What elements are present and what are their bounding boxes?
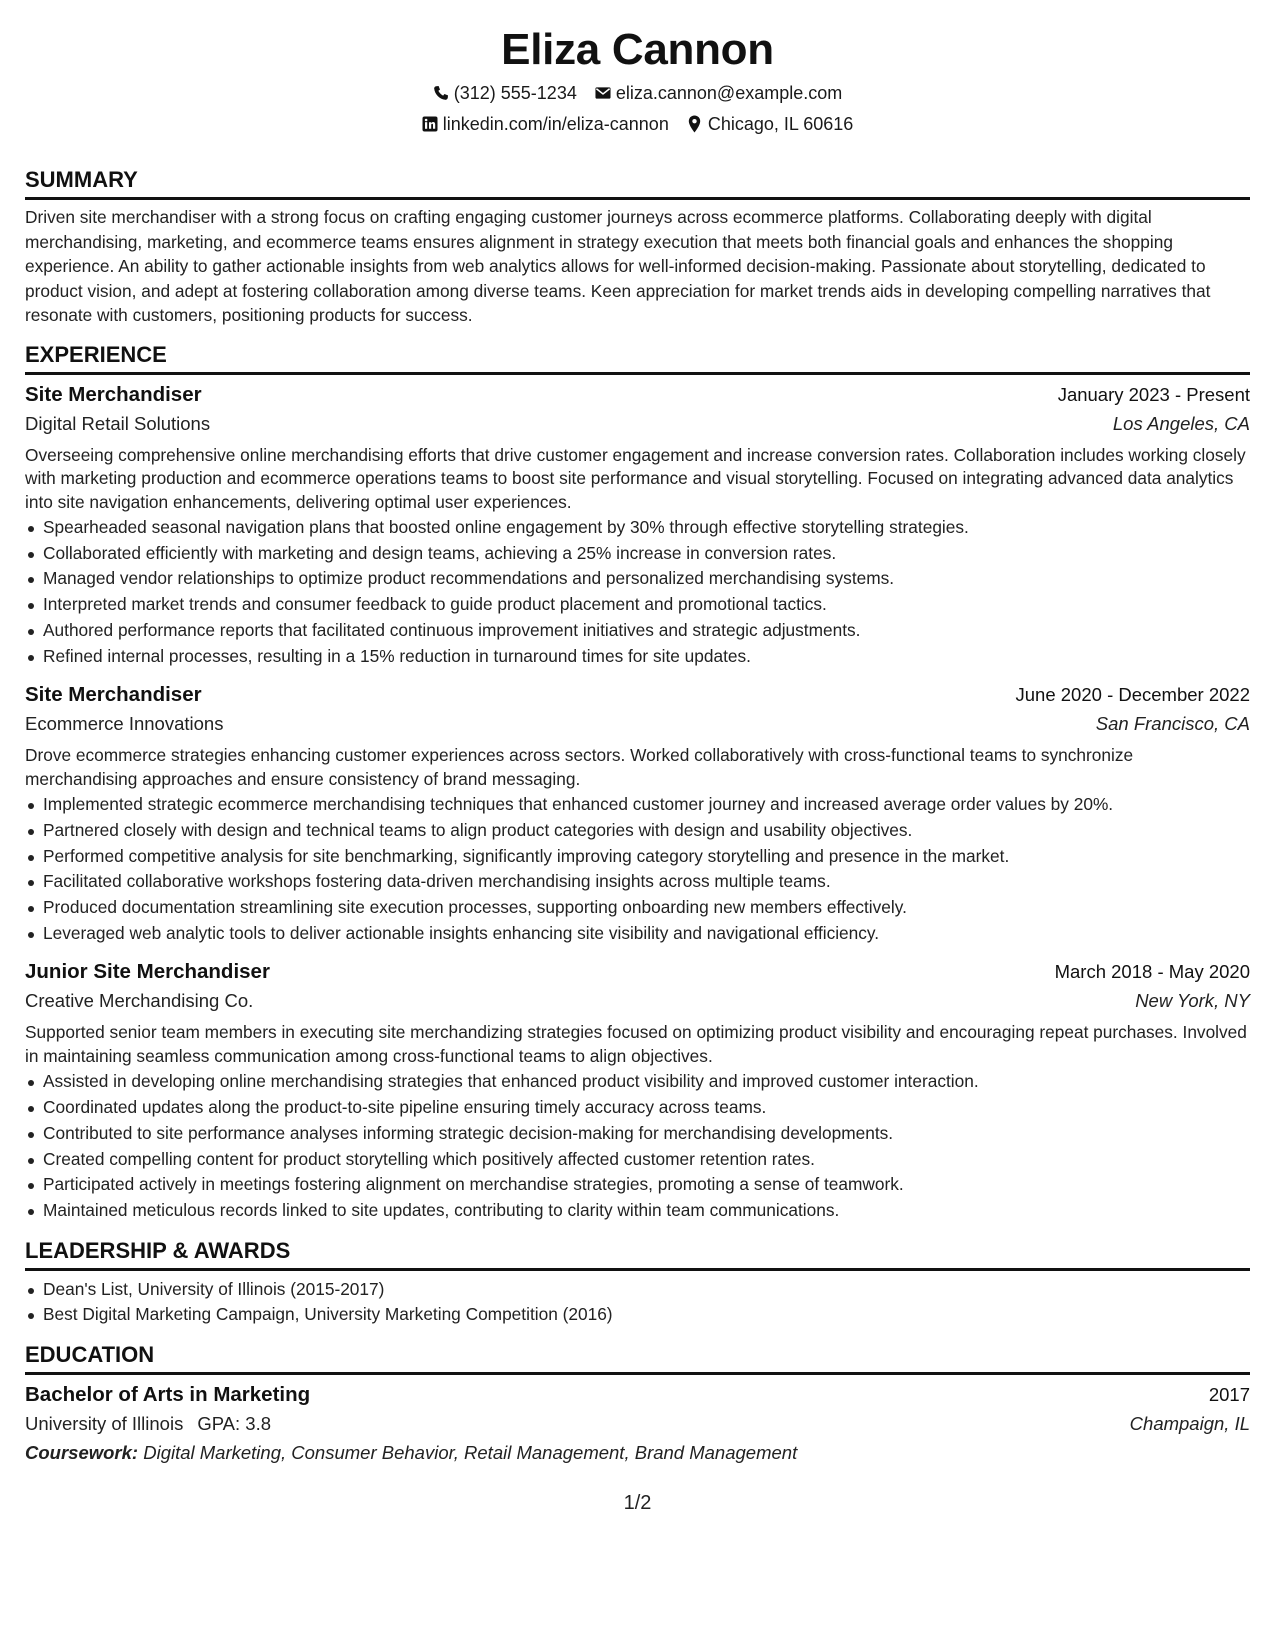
coursework-label: Coursework: bbox=[25, 1442, 139, 1464]
contact-row-primary bbox=[25, 82, 1250, 104]
section-title: EXPERIENCE bbox=[25, 342, 1250, 375]
location-text: Chicago, IL 60616 bbox=[707, 114, 854, 134]
awards-list bbox=[25, 1277, 1250, 1328]
job-description: Drove ecommerce strategies enhancing customer experiences across sectors. Worked collaboratively with cross-functional teams to synchronize merchandising approaches and ensure consistency of brand messaging. bbox=[25, 745, 1134, 789]
list-item: Facilitated collaborative workshops fostering data-driven merchandising insights across multiple teams. bbox=[25, 869, 1250, 895]
location-contact bbox=[687, 113, 853, 135]
job-header bbox=[25, 681, 1250, 709]
list-item: Assisted in developing online merchandising strategies that enhanced product visibility and improved customer interaction. bbox=[25, 1069, 1250, 1095]
contact-row-secondary bbox=[25, 113, 1250, 135]
job-header bbox=[25, 958, 1250, 986]
section-title: LEADERSHIP & AWARDS bbox=[25, 1238, 1250, 1271]
coursework bbox=[25, 1439, 1250, 1467]
phone-icon bbox=[433, 84, 449, 102]
job-bullets bbox=[25, 792, 1250, 946]
job-subheader bbox=[25, 409, 1250, 439]
list-item: Maintained meticulous records linked to site updates, contributing to clarity within team communications. bbox=[25, 1198, 1250, 1224]
list-item: Coordinated updates along the product-to-site pipeline ensuring timely accuracy across teams. bbox=[25, 1095, 1250, 1121]
email-address[interactable]: eliza.cannon@example.com bbox=[615, 83, 843, 103]
summary-text: Driven site merchandiser with a strong focus on crafting engaging customer journeys across ecommerce platforms. Collaborating deeply with digital merchandising, marketing, and ecommerce teams ensures alignment in strategy execution that meets both financial goals and enhances the shopping experience. An ability to gather actionable insights from web analytics allows for well-informed decision-making. Passionate about storytelling, dedicated to product vision, and adept at fostering collaboration among diverse teams. Keen appreciation for market trends aids in developing compelling narratives that resonate with customers, positioning products for success. bbox=[25, 207, 1211, 325]
job-bullets bbox=[25, 515, 1250, 669]
job-subheader bbox=[25, 709, 1250, 739]
job-bullets bbox=[25, 1069, 1250, 1223]
education-entry bbox=[25, 1381, 1250, 1467]
degree-title: Bachelor of Arts in Marketing bbox=[25, 1383, 311, 1407]
list-item: Contributed to site performance analyses informing strategic decision-making for merchandising developments. bbox=[25, 1121, 1250, 1147]
linkedin-url[interactable]: linkedin.com/in/eliza-cannon bbox=[442, 114, 669, 134]
school-info bbox=[25, 1409, 271, 1439]
email-contact bbox=[595, 82, 842, 104]
job-entry bbox=[25, 681, 1250, 946]
candidate-name: Eliza Cannon bbox=[501, 25, 774, 74]
list-item: Performed competitive analysis for site benchmarking, significantly improving category storytelling and presence in the market. bbox=[25, 844, 1250, 870]
job-title: Site Merchandiser bbox=[25, 382, 202, 406]
phone-number[interactable]: (312) 555-1234 bbox=[453, 83, 577, 103]
job-entry bbox=[25, 958, 1250, 1223]
map-pin-icon bbox=[687, 115, 703, 133]
graduation-year: 2017 bbox=[1208, 1384, 1250, 1406]
education-header bbox=[25, 1381, 1250, 1409]
job-header bbox=[25, 381, 1250, 409]
list-item: Produced documentation streamlining site execution processes, supporting onboarding new members effectively. bbox=[25, 895, 1250, 921]
list-item: Participated actively in meetings fostering alignment on merchandise strategies, promoting a sense of teamwork. bbox=[25, 1172, 1250, 1198]
company-name: Digital Retail Solutions bbox=[25, 412, 211, 434]
job-subheader bbox=[25, 986, 1250, 1016]
job-dates: March 2018 - May 2020 bbox=[1054, 961, 1250, 983]
job-location: San Francisco, CA bbox=[1095, 713, 1250, 735]
section-title: EDUCATION bbox=[25, 1342, 1250, 1375]
school-name: University of Illinois bbox=[25, 1413, 184, 1435]
job-entry bbox=[25, 381, 1250, 670]
job-dates: January 2023 - Present bbox=[1057, 383, 1250, 405]
list-item: Partnered closely with design and technical teams to align product categories with design and usability objectives. bbox=[25, 818, 1250, 844]
job-location: Los Angeles, CA bbox=[1112, 412, 1250, 434]
envelope-icon bbox=[595, 84, 611, 102]
list-item: Implemented strategic ecommerce merchandising techniques that enhanced customer journey and increased average order values by 20%. bbox=[25, 792, 1250, 818]
experience-section bbox=[25, 342, 1250, 1224]
company-name: Ecommerce Innovations bbox=[25, 713, 224, 735]
list-item: Managed vendor relationships to optimize product recommendations and personalized merchandising systems. bbox=[25, 566, 1250, 592]
page-number: 1/2 bbox=[623, 1492, 652, 1514]
phone-contact bbox=[433, 82, 577, 104]
list-item: Spearheaded seasonal navigation plans that boosted online engagement by 30% through effective storytelling strategies. bbox=[25, 515, 1250, 541]
section-title: SUMMARY bbox=[25, 167, 1250, 200]
education-subheader bbox=[25, 1409, 1250, 1439]
education-section bbox=[25, 1342, 1250, 1467]
gpa: GPA: 3.8 bbox=[197, 1413, 272, 1435]
list-item: Best Digital Marketing Campaign, University Marketing Competition (2016) bbox=[25, 1302, 1250, 1328]
job-title: Site Merchandiser bbox=[25, 683, 202, 707]
list-item: Created compelling content for product storytelling which positively affected customer retention rates. bbox=[25, 1147, 1250, 1173]
job-location: New York, NY bbox=[1135, 990, 1250, 1012]
company-name: Creative Merchandising Co. bbox=[25, 990, 254, 1012]
job-title: Junior Site Merchandiser bbox=[25, 960, 270, 984]
job-description: Overseeing comprehensive online merchandising efforts that drive customer engagement and increase conversion rates. Collaboration includes working closely with marketing production and ecommerce operations teams to boost site performance and visual storytelling. Focused on integrating advanced data analytics into site navigation enhancements, delivering optimal user experiences. bbox=[25, 444, 1246, 512]
coursework-list: Digital Marketing, Consumer Behavior, Retail Management, Brand Management bbox=[143, 1442, 798, 1464]
awards-section bbox=[25, 1238, 1250, 1328]
list-item: Collaborated efficiently with marketing and design teams, achieving a 25% increase in conversion rates. bbox=[25, 541, 1250, 567]
linkedin-icon bbox=[422, 115, 438, 133]
job-dates: June 2020 - December 2022 bbox=[1015, 684, 1250, 706]
job-description: Supported senior team members in executing site merchandizing strategies focused on optimizing product visibility and encouraging repeat purchases. Involved in maintaining seamless communication among cross-functional teams to align objectives. bbox=[25, 1022, 1247, 1066]
list-item: Interpreted market trends and consumer feedback to guide product placement and promotional tactics. bbox=[25, 592, 1250, 618]
linkedin-contact bbox=[422, 113, 669, 135]
list-item: Refined internal processes, resulting in a 15% reduction in turnaround times for site updates. bbox=[25, 644, 1250, 670]
list-item: Authored performance reports that facilitated continuous improvement initiatives and strategic adjustments. bbox=[25, 618, 1250, 644]
school-location: Champaign, IL bbox=[1129, 1413, 1250, 1435]
list-item: Dean's List, University of Illinois (2015-2017) bbox=[25, 1277, 1250, 1303]
list-item: Leveraged web analytic tools to deliver actionable insights enhancing site visibility and navigational efficiency. bbox=[25, 921, 1250, 947]
summary-section bbox=[25, 167, 1250, 328]
